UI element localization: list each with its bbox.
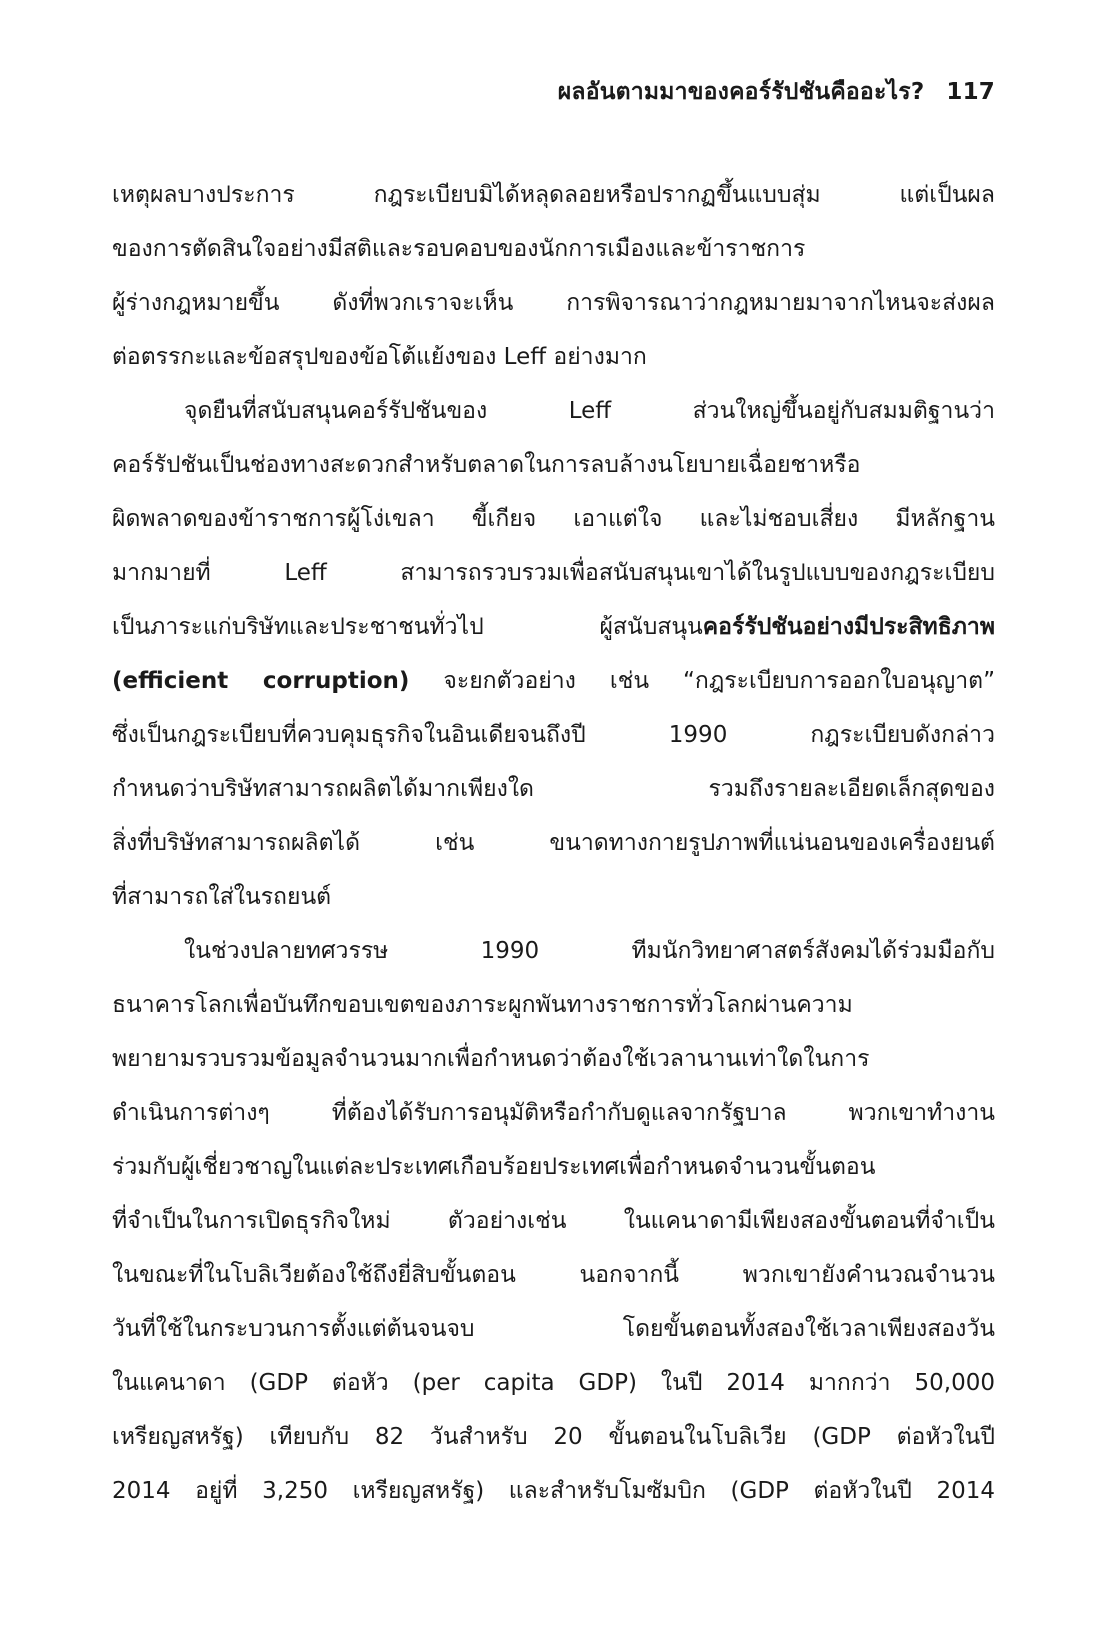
text-line: วันที่ใช้ในกระบวนการตั้งแต่ต้นจนจบ โดยขั้นตอนทั้งสองใช้เวลาเพียงสองวัน <box>112 1316 995 1342</box>
text-line: พยายามรวบรวมข้อมูลจำนวนมากเพื่อกำหนดว่าต้องใช้เวลานานเท่าใดในการ <box>112 1046 870 1072</box>
text-line <box>112 600 995 654</box>
text-line: เหตุผลบางประการ กฎระเบียบมิได้หลุดลอยหรือปรากฏขึ้นแบบสุ่ม แต่เป็นผล <box>112 182 995 208</box>
text-line: ผู้ร่างกฎหมายขึ้น ดังที่พวกเราจะเห็น การพิจารณาว่ากฎหมายมาจากไหนจะส่งผล <box>112 290 995 316</box>
text-line: ในแคนาดา (GDP ต่อหัว (per capita GDP) ในปี 2014 มากกว่า 50,000 <box>112 1370 995 1396</box>
paragraph-1 <box>112 168 995 384</box>
text-line <box>112 654 995 708</box>
text-line: จุดยืนที่สนับสนุนคอร์รัปชันของ Leff ส่วนใหญ่ขึ้นอยู่กับสมมติฐานว่า <box>184 398 995 424</box>
bold-term-english: (efficient corruption) <box>112 668 410 694</box>
text-line: เหรียญสหรัฐ) เทียบกับ 82 วันสำหรับ 20 ขั้นตอนในโบลิเวีย (GDP ต่อหัวในปี <box>112 1424 995 1450</box>
page-number: 117 <box>946 79 995 105</box>
text-line: ต่อตรรกะและข้อสรุปของข้อโต้แย้งของ Leff อย่างมาก <box>112 344 647 370</box>
body-text <box>112 168 995 1518</box>
text-line: ที่จำเป็นในการเปิดธุรกิจใหม่ ตัวอย่างเช่น ในแคนาดามีเพียงสองขั้นตอนที่จำเป็น <box>112 1208 995 1234</box>
paragraph-2 <box>112 384 995 924</box>
chapter-title: ผลอันตามมาของคอร์รัปชันคืออะไร? <box>557 79 925 105</box>
text-line: ดำเนินการต่างๆ ที่ต้องได้รับการอนุมัติหรือกำกับดูแลจากรัฐบาล พวกเขาทำงาน <box>112 1100 995 1126</box>
text-run: จะยกตัวอย่าง เช่น “กฎระเบียบการออกใบอนุญาต” <box>409 668 995 694</box>
bold-term: คอร์รัปชันอย่างมีประสิทธิภาพ <box>702 614 995 640</box>
running-header <box>558 74 995 110</box>
paragraph-3 <box>112 924 995 1518</box>
text-line: ซึ่งเป็นกฎระเบียบที่ควบคุมธุรกิจในอินเดียจนถึงปี 1990 กฎระเบียบดังกล่าว <box>112 722 995 748</box>
text-run: เป็นภาระแก่บริษัทและประชาชนทั่วไป ผู้สนับสนุน <box>112 614 703 640</box>
text-line: ผิดพลาดของข้าราชการผู้โง่เขลา ขี้เกียจ เอาแต่ใจ และไม่ชอบเสี่ยง มีหลักฐาน <box>112 506 995 532</box>
text-line: ร่วมกับผู้เชี่ยวชาญในแต่ละประเทศเกือบร้อยประเทศเพื่อกำหนดจำนวนขั้นตอน <box>112 1154 876 1180</box>
text-line: กำหนดว่าบริษัทสามารถผลิตได้มากเพียงใด รวมถึงรายละเอียดเล็กสุดของ <box>112 776 995 802</box>
text-line: 2014 อยู่ที่ 3,250 เหรียญสหรัฐ) และสำหรับโมซัมบิก (GDP ต่อหัวในปี 2014 <box>112 1478 995 1504</box>
text-line: ธนาคารโลกเพื่อบันทึกขอบเขตของภาระผูกพันทางราชการทั่วโลกผ่านความ <box>112 992 853 1018</box>
text-line: ที่สามารถใส่ในรถยนต์ <box>112 884 332 910</box>
text-line: ของการตัดสินใจอย่างมีสติและรอบคอบของนักการเมืองและข้าราชการ <box>112 236 806 262</box>
text-line: ในขณะที่ในโบลิเวียต้องใช้ถึงยี่สิบขั้นตอน นอกจากนี้ พวกเขายังคำนวณจำนวน <box>112 1262 995 1288</box>
text-line: สิ่งที่บริษัทสามารถผลิตได้ เช่น ขนาดทางกายรูปภาพที่แน่นอนของเครื่องยนต์ <box>112 830 995 856</box>
text-line: ในช่วงปลายทศวรรษ 1990 ทีมนักวิทยาศาสตร์สังคมได้ร่วมมือกับ <box>184 938 995 964</box>
text-line: คอร์รัปชันเป็นช่องทางสะดวกสำหรับตลาดในการลบล้างนโยบายเฉื่อยชาหรือ <box>112 452 861 478</box>
text-line: มากมายที่ Leff สามารถรวบรวมเพื่อสนับสนุนเขาได้ในรูปแบบของกฎระเบียบ <box>112 560 995 586</box>
